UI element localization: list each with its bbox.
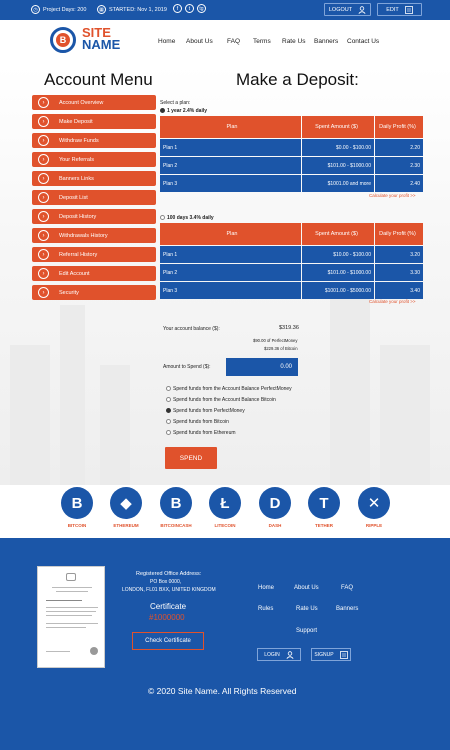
- cell: Plan 2: [160, 264, 301, 281]
- signup-button[interactable]: [311, 648, 351, 661]
- table-row: [160, 264, 423, 281]
- menu-make-deposit[interactable]: [32, 114, 156, 129]
- calendar-icon: ▦: [97, 5, 106, 14]
- facebook-icon[interactable]: f: [173, 4, 182, 13]
- menu-label: Withdrawals History: [59, 232, 108, 239]
- project-days-text: Project Days: 200: [43, 6, 87, 13]
- make-deposit-title: Make a Deposit:: [236, 70, 359, 89]
- cell: $101.00 - $1000.00: [302, 264, 374, 281]
- calculate-profit-link-1[interactable]: Calculate your profit >>: [369, 193, 416, 198]
- chevron-right-icon: ›: [38, 154, 49, 165]
- table-row: [160, 246, 423, 263]
- logo-line-1: SITE: [82, 25, 111, 40]
- spend-button[interactable]: SPEND: [165, 447, 217, 469]
- login-label: LOGIN: [264, 651, 280, 658]
- bitcoincash-icon: B: [160, 487, 192, 519]
- spend-option-radio[interactable]: [166, 386, 171, 391]
- nav-banners[interactable]: Banners: [314, 38, 339, 45]
- menu-your-referrals[interactable]: [32, 152, 156, 167]
- menu-security[interactable]: [32, 285, 156, 300]
- started-date-text: STARTED: Nov 1, 2019: [109, 6, 167, 13]
- footer-link-faq[interactable]: FAQ: [341, 585, 354, 591]
- social-links: [173, 4, 206, 13]
- site-logo-text[interactable]: [82, 27, 120, 51]
- chevron-right-icon: ›: [38, 268, 49, 279]
- spend-option-1[interactable]: [166, 386, 292, 392]
- chevron-right-icon: ›: [38, 135, 49, 146]
- cell: Plan 2: [160, 157, 301, 174]
- logout-button[interactable]: [324, 3, 371, 16]
- menu-referral-history[interactable]: [32, 247, 156, 262]
- cell: $0.00 - $100.00: [302, 139, 374, 156]
- plan-1-table: [160, 116, 423, 192]
- amount-label: Amount to Spend ($):: [163, 364, 211, 370]
- cell: 3.30: [375, 264, 423, 281]
- menu-banners-links[interactable]: [32, 171, 156, 186]
- spend-option-label: Spend funds from PerfectMoney: [173, 408, 245, 414]
- nav-rate-us[interactable]: Rate Us: [282, 38, 306, 45]
- top-bar: [0, 0, 450, 20]
- logo-letter: B: [56, 33, 70, 47]
- balance-bitcoin: $229.36 of Bitcoin: [264, 346, 298, 351]
- cell: 2.30: [375, 157, 423, 174]
- chevron-right-icon: ›: [38, 97, 49, 108]
- check-certificate-button[interactable]: Check Certificate: [132, 632, 204, 650]
- bitcoin-icon: B: [61, 487, 93, 519]
- menu-label: Withdraw Funds: [59, 137, 99, 144]
- chevron-right-icon: ›: [38, 211, 49, 222]
- plan-option-1[interactable]: [160, 108, 207, 114]
- coin-label-ethereum: ETHEREUM: [113, 523, 139, 528]
- plan-2-table: [160, 223, 423, 299]
- spend-option-radio[interactable]: [166, 430, 171, 435]
- spend-option-radio[interactable]: [166, 397, 171, 402]
- menu-label: Security: [59, 289, 79, 296]
- plan-1-radio[interactable]: [160, 108, 165, 113]
- menu-label: Account Overview: [59, 99, 104, 106]
- coin-label-bitcoincash: BITCOINCASH: [160, 523, 192, 528]
- edit-icon: [405, 6, 413, 14]
- footer-link-support[interactable]: Support: [296, 628, 318, 634]
- nav-about-us[interactable]: About Us: [186, 38, 213, 45]
- spend-option-label: Spend funds from Ethereum: [173, 430, 236, 436]
- nav-terms[interactable]: Terms: [253, 38, 271, 45]
- menu-deposit-history[interactable]: [32, 209, 156, 224]
- menu-deposit-list[interactable]: [32, 190, 156, 205]
- cell: 2.40: [375, 175, 423, 192]
- cell: 2.20: [375, 139, 423, 156]
- logo-icon[interactable]: [50, 27, 76, 53]
- menu-label: Edit Account: [59, 270, 90, 277]
- table-row: [160, 175, 423, 192]
- col-daily-profit: Daily Profit (%): [375, 223, 423, 245]
- balance-value: $319.36: [279, 325, 299, 331]
- started-date: [97, 5, 167, 14]
- chevron-right-icon: ›: [38, 287, 49, 298]
- menu-edit-account[interactable]: [32, 266, 156, 281]
- signup-label: SIGNUP: [314, 651, 334, 658]
- plan-option-2[interactable]: [160, 215, 214, 221]
- cell: Plan 1: [160, 139, 301, 156]
- dash-icon: D: [259, 487, 291, 519]
- certificate-title: Certificate: [150, 602, 187, 611]
- spend-option-radio[interactable]: [166, 408, 171, 413]
- cell: Plan 1: [160, 246, 301, 263]
- col-plan: Plan: [160, 223, 301, 245]
- menu-label: Your Referrals: [59, 156, 94, 163]
- col-plan: Plan: [160, 116, 301, 138]
- coin-label-tether: TETHER: [315, 523, 333, 528]
- footer-link-banners[interactable]: Banners: [336, 606, 359, 612]
- coin-label-litecoin: LITECOIN: [214, 523, 236, 528]
- cell: Plan 3: [160, 282, 301, 299]
- ripple-icon: ✕: [358, 487, 390, 519]
- logo-line-2: NAME: [82, 37, 121, 52]
- plan-1-name: 1 year 2.4% daily: [167, 108, 208, 114]
- signup-icon: [340, 651, 348, 659]
- footer-link-rules[interactable]: Rules: [258, 606, 274, 612]
- footer-link-home[interactable]: Home: [258, 585, 275, 591]
- seal-icon: [90, 647, 98, 655]
- tether-icon: T: [308, 487, 340, 519]
- edit-button[interactable]: [377, 3, 422, 16]
- twitter-icon[interactable]: t: [185, 4, 194, 13]
- footer-link-about-us[interactable]: About Us: [294, 585, 319, 591]
- coin-label-ripple: RIPPLE: [365, 523, 383, 528]
- cell: $1001.00 and more: [302, 175, 374, 192]
- crest-icon: [66, 573, 76, 581]
- clock-icon: ◷: [31, 5, 40, 14]
- ethereum-icon: ◆: [110, 487, 142, 519]
- edit-label: EDIT: [386, 6, 399, 13]
- telegram-icon[interactable]: tg: [197, 4, 206, 13]
- spend-option-5[interactable]: [166, 430, 236, 436]
- menu-label: Deposit History: [59, 213, 97, 220]
- menu-withdraw-funds[interactable]: [32, 133, 156, 148]
- spend-option-label: Spend funds from Bitcoin: [173, 419, 229, 425]
- office-line-1: PO Box 0000,: [150, 579, 182, 585]
- menu-label: Referral History: [59, 251, 98, 258]
- chevron-right-icon: ›: [38, 249, 49, 260]
- table-row: [160, 282, 423, 299]
- account-menu-title: Account Menu: [44, 70, 153, 89]
- balance-perfectmoney: $90.00 of PerfectMoney: [253, 338, 298, 343]
- cell: 3.20: [375, 246, 423, 263]
- plan-2-name: 100 days 3.4% daily: [167, 215, 214, 221]
- chevron-right-icon: ›: [38, 230, 49, 241]
- spend-option-label: Spend funds from the Account Balance PerfectMoney: [173, 386, 292, 392]
- litecoin-icon: Ł: [209, 487, 241, 519]
- col-spent-amount: Spent Amount ($): [302, 116, 374, 138]
- nav-contact-us[interactable]: Contact Us: [347, 38, 380, 45]
- login-button[interactable]: [257, 648, 301, 661]
- logout-label: LOGOUT: [328, 6, 353, 13]
- cell: $10.00 - $100.00: [302, 246, 374, 263]
- certificate-number: #1000000: [149, 613, 185, 622]
- spend-option-radio[interactable]: [166, 419, 171, 424]
- cell: $1001.00 - $5000.00: [302, 282, 374, 299]
- coin-label-dash: DASH: [268, 523, 282, 528]
- nav-home[interactable]: Home: [158, 38, 176, 45]
- menu-withdrawals-history[interactable]: [32, 228, 156, 243]
- office-title: Registered Office Address:: [136, 571, 202, 577]
- select-plan-label: Select a plan:: [160, 100, 191, 106]
- spend-option-2[interactable]: [166, 397, 276, 403]
- amount-input[interactable]: 0.00: [226, 358, 298, 376]
- col-daily-profit: Daily Profit (%): [375, 116, 423, 138]
- chevron-right-icon: ›: [38, 116, 49, 127]
- project-days: [31, 5, 86, 14]
- spend-option-4[interactable]: [166, 419, 229, 425]
- footer-link-rate-us[interactable]: Rate Us: [296, 606, 318, 612]
- chevron-right-icon: ›: [38, 173, 49, 184]
- cell: $101.00 - $1000.00: [302, 157, 374, 174]
- menu-label: Banners Links: [59, 175, 94, 182]
- office-line-2: LONDON, FL01 BXX, UNITED KINGDOM: [122, 587, 216, 593]
- certificate-image: [37, 566, 105, 668]
- col-spent-amount: Spent Amount ($): [302, 223, 374, 245]
- user-icon: [358, 6, 366, 14]
- spend-option-3[interactable]: [166, 408, 245, 414]
- calculate-profit-link-2[interactable]: Calculate your profit >>: [369, 299, 416, 304]
- table-row: [160, 139, 423, 156]
- menu-label: Deposit List: [59, 194, 88, 201]
- balance-label: Your account balance ($):: [163, 326, 220, 332]
- cell: 3.40: [375, 282, 423, 299]
- plan-2-radio[interactable]: [160, 215, 165, 220]
- user-icon: [286, 651, 294, 659]
- copyright-text: © 2020 Site Name. All Rights Reserved: [148, 686, 297, 696]
- table-row: [160, 157, 423, 174]
- nav-faq[interactable]: FAQ: [227, 38, 241, 45]
- spend-option-label: Spend funds from the Account Balance Bitcoin: [173, 397, 276, 403]
- menu-account-overview[interactable]: [32, 95, 156, 110]
- chevron-right-icon: ›: [38, 192, 49, 203]
- menu-label: Make Deposit: [59, 118, 93, 125]
- coin-label-bitcoin: BITCOIN: [67, 523, 87, 528]
- cell: Plan 3: [160, 175, 301, 192]
